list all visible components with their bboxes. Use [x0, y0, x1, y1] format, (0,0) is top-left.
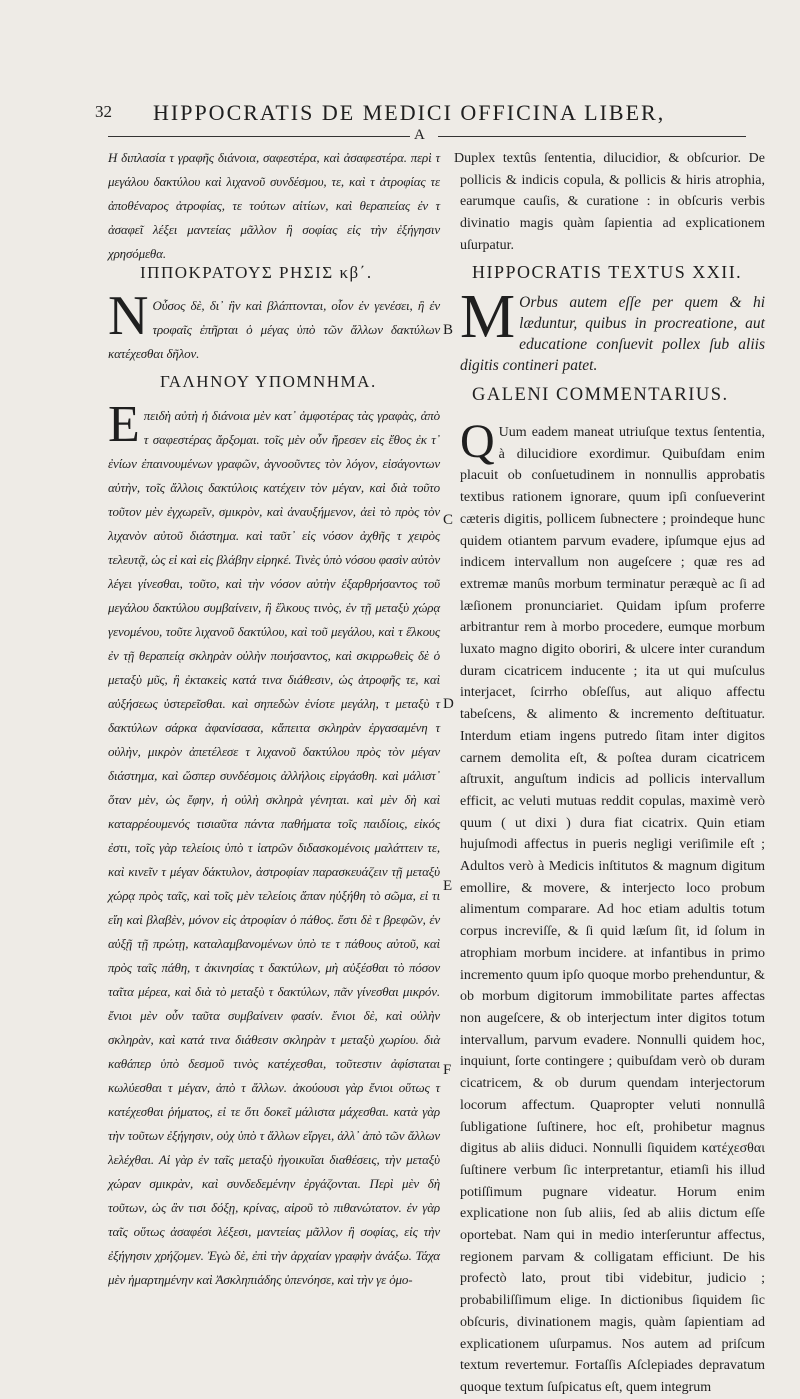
latin-text-dropcap: M: [460, 283, 516, 351]
greek-commentary-dropcap: Ε: [108, 396, 140, 453]
latin-commentary-dropcap: Q: [460, 415, 495, 468]
greek-commentary-body: πειδὴ αὐτὴ ἡ διάνοια μὲν κατ᾽ ἀμφοτέρας τὰς γραφὰς, ἀπὸ τ σαφεστέρας ἄρξομαι. τοῖς μὲν οὖν ἤρεσεν εἰς ἔθος ἐκ τ᾽ ἐνίων ἐπαινουμένων γραφῶν, ἀγνοοῦντες τὸν λόγον, εἰσάγοντων αὐτὴν, τοῖς ἄλλοις δακτύλοις κατέχειν τὸν μέγαν, καὶ διὰ τοῦτο τοῦτον μὲν ἐγχωρεῖν, σμικρὸν, καὶ ἀναυξήμενον, ἀεὶ τὸ πρὸς τὸν λιχανὸν αὐτοῦ διάστημα. καὶ ταῦτ᾽ εἰς νόσον ἀχθῆς τ χειρὸς τελευτᾷ, ὡς εἰ καὶ εἰς βλάβην εἰρηκέ. Τινὲς ὑπὸ νόσου φασὶν αὐτὸν λέγει γίνεσθαι, τοῦτο, καὶ τὴν νόσον αὐτὴν ἐξαρθρήσαντος τοῦ μεγάλου δακτύλου συμβαίνειν, ἢ ἕλκους τινὸς, ἐν τῇ μεταξὺ χώρᾳ γενομένου, τοῦτε λιχανοῦ δακτύλου, καὶ τοῦ μεγάλου, καὶ τ ἕλκους ἐν τῇ θεραπείᾳ σκληρὰν οὐλὴν ποιήσαντος, καὶ σκιρρωθεὶς δὲ ὁ μεταξὺ μῦς, ἢ ἐκτακεὶς κατά τινα διάθεσιν, ὡς ἀτροφῆς τε, καὶ αὐξήσεως ὑστερεῖσθαι. καὶ σηπεδὼν ἐνίοτε μεγάλη, τ μεταξὺ τ δακτύλων σάρκα ἀφανίσασα, κἄπειτα σκληρὰν ἐργασαμένη τ οὐλὴν, μικρὸν ἀπετέλεσε τ λιχανοῦ δακτύλου πρὸς τὸν μέγαν διάστημα, καὶ ὥσπερ συνδέσμοις ἀλλήλοις εἰργάσθη. καὶ μάλιστ᾽ ὅταν μὲν, ὡς ἔφην, ἡ οὐλὴ σκληρὰ γένηται. καὶ μὲν δὴ καὶ καταρρέουμενός τισιαῦτα πάντα παθήματα τοῖς παιδίοις, εἰκός ἐστι, τοῖς γὰρ τελείοις ὑπὸ τ ἰατρῶν διδασκομένοις μαλάττειν τε, καὶ κινεῖν τ μέγαν δάκτυλον, ἀστροφίαν παρασκευάζειν τῇ μεταξὺ χώρᾳ πρὸς ταῖς, καὶ τοῖς μὲν τελείοις ἅπαν ηὐξήθη τὸ σῶμα, εἰ τι εἴη καὶ βλαβὲν, μόνον εἰς ἀτροφίαν ὁ πάθος. ἔστι δὲ τ βρεφῶν, ἐν αὐξῇ τῇ πρώτῃ, καταλαμβανομένων ὑπὸ τε τ πάθους αὐτοῦ, καὶ πρὸς ταῖς πάθη, τ ἀκινησίας τ δακτύλων, μὴ αὐξέσθαι τὸ πόσον ταῖτα μέρεα, καὶ διὰ τὸ μεταξὺ τ δακτύλων, πᾶν γίνεσθαι μικρόν. ἔνιοι μὲν οὖν ταῦτα συμβαίνειν φασίν. ἔνιοι δὲ, καὶ οὐλὴν σκληρὰν, καὶ κατά τινα διάθεσιν σκληρὰν τ μεταξὺ χωρίου. διὰ καθάπερ ὑπὸ δεσμοῦ τινὸς κατέχεσθαι, τοῦτεστιν ἀφίσταται κωλύεσθαι τ μέγαν, ἀπὸ τ ἄλλων. ἀκούουσι γὰρ ἔνιοι οὕτως τ κατέχεσθαι ῥήματος, εἰ τε ὅτι δοκεῖ μάλιστα μάχεσθαι. κατὰ γὰρ τὴν τοῦτων ἐξήγησιν, οὐχ ὑπὸ τ ἄλλων εἴργει, ἀλλ᾽ ἀπὸ τῶν ἄλλων λελέχθαι. Αἱ γὰρ ἐν ταῖς μεταξὺ ἠγοικυῖαι διαθέσεις, τὴν μεταξὺ χώραν σμικρὰν, καὶ συνδεδεμένην ἐργάζονται. Περὶ μὲν δὴ τοῦτων, ὡς ἂν τισι δόξῃ, κρίνας, αἱροῦ τὸ πιθανώτατον. ἐν γὰρ ταῖς οὕτως ἀσαφέσι λέξεσι, μαντείας μᾶλλον ἢ σοφίας, εἰς τὴν ἐξήγησιν χρήζομεν. Ἐγὼ δὲ, ἐπὶ τὴν ἀρχαίαν γραφὴν ἀνάξω. Τάχα μὲν ἡμαρτημένην καὶ Ἀσκληπιάδης ὑπενόησε, καὶ τὴν γε ὁμο-: [108, 408, 440, 1287]
page-header: [95, 100, 690, 128]
running-head: HIPPOCRATIS DE MEDICI OFFICINA LIBER,: [153, 100, 666, 125]
margin-letter-d: D: [443, 696, 454, 712]
greek-text-dropcap: Ν: [108, 285, 149, 347]
greek-commentary: [108, 396, 440, 1310]
header-rule-right: [438, 136, 746, 137]
greek-intro-text: Η διπλασία τ γραφῆς διάνοια, σαφεστέρα, καὶ ἀσαφεστέρα. περὶ τ μεγάλου δακτύλου καὶ λιχανοῦ συνδέσμου, τε, καὶ τ ἀτροφίας τε ἀποθέναρος ἀτροφίας, τε τούτων αἰτίων, καὶ θεραπείας ἐν τ ἀσαφεῖ λέξει μαντείας μᾶλλον ἢ σοφίας εἰς τὴν ἐξήγησιν χρησόμεθα.: [108, 150, 440, 261]
latin-intro: [454, 148, 765, 256]
margin-letter-a: A: [414, 127, 425, 143]
latin-text-body: Orbus autem eſſe per quem & hi læduntur, quibus in procreatione, aut educatione conſuevit pollex ſub aliis digitis contineri patet.: [460, 294, 765, 374]
margin-letter-b: B: [443, 322, 454, 338]
margin-letter-c: C: [443, 512, 454, 528]
margin-letter-f: F: [443, 1062, 452, 1078]
latin-commentary-body: Uum eadem maneat utriuſque textus ſententia, à dilucidiore exordimur. Quibuſdam enim placuit ob conſuetudinem in nonnullis approbatis textibus rationem ignorare, quum ipſi conſueverint cæteris digitis, pollicem ſubnectere ; proindeque hunc quidem otiantem parvum evadere, ipſumque ejus ad indicem intervallum non augeſcere ; quæ res ad extremæ manûs morbum terminatur peræquè ac ſi ad læſionem pronunciariet. Quidam ipſum proferre arbitrantur rem à morbo procedere, eumque morbum luxato magno digito oboriri, & ulcere inter curandum duram cicatricem inducente ; ita ut qui muſculus interjacet, ſcirrho obſeſſus, aut aliquo affectu tabeſcens, & alimento & incremento deſtituatur. Interdum etiam ingens putredo ſitam inter digitos carnem demolita eſt, & poſtea duram cicatricem aſtruxit, anguſtum indicis ad pollicis intervallum efficit, ac veluti mutuas reddit copulas, maximè verò quum ( ut dixi ) dura fiat cicatrix. Quin etiam hujuſmodi affectus in pueris negligi veriſimile eſt ; Adultos verò à Medicis inſtitutos & magnum digitum emollire, & movere, & interjecto loco probum alimentum comparare. Ad hoc etiam adultis totum corpus increviſſe, & ſi quid læſum ſit, id ſolum in atrophiam morbum incidere. at infantibus in primo incremento quum ipſo quoque morbo prehenduntur, & ob morbum digitorum immobilitate partes affectas non augeſcere, & ob interjectum inter digitos totum intervallum, parvum evadere. Nonnulli quidem hoc, inquiunt, ſorte contingere ; quibuſdam verò ob duram cicatricem, & ob durum quendam interjectorum locorum affectum. Quapropter veluti nonnullâ ſubligatione ſuſtinere, hoc eſt, prohibetur magnus digitus ab aliis diduci. Nonnulli ſiquidem κατέχεσθαι ſuſtinere verbum ſic interpretantur, etiamſi his illud potiſſimum pugnare videatur. Horum enim explicatione non ſub aliis, ſed ab aliis dictum eſſe oportebat. Nam qui in medio interſeruntur affectus, regionem parvam & colligatam efficiunt. De his profectò lato, prout tibi videbitur, judicio ; probabiliſſimum elige. In dictionibus ſiquidem ſic obſcuris, divinationem magis, quàm ſapientiam ad explicationem uſurpamus. Nos autem ad priſcum textum revertemur. Fortaſſis Aſclepiades depravatum quoque textum ſuſpicatus eſt, quem integrum: [460, 425, 765, 1395]
greek-text: [108, 285, 440, 361]
latin-intro-text: Duplex textûs ſententia, dilucidior, & obſcurior. De pollicis & indicis copula, & pollicis & hiris atrophia, earumque cauſis, & curatione : in obſcuris verbis divinatio magis quàm ſapientia ad explicationem uſurpatur.: [454, 151, 765, 253]
page-number: 32: [95, 102, 112, 121]
greek-text-body: Οὖσος δὲ, δι᾽ ἣν καὶ βλάπτονται, οἷον ἐν γενέσει, ἢ ἐν τροφαῖς ἐπῆρται ὁ μέγας ὑπὸ τῶν ἄλλων δακτύλων κατέχεσθαι δῆλον.: [108, 298, 440, 361]
latin-commentary: [460, 415, 765, 1395]
latin-commentary-heading: GALENI COMMENTARIUS.: [472, 385, 729, 405]
latin-text: [460, 283, 765, 376]
header-rule-left: [108, 136, 410, 137]
latin-text-heading: HIPPOCRATIS TEXTUS XXII.: [472, 262, 743, 282]
greek-text-heading: ΙΠΠΟΚΡΑΤΟΥΣ ΡΗΣΙΣ κβ΄.: [140, 263, 373, 282]
margin-letter-e: E: [443, 878, 453, 894]
greek-intro: [108, 146, 440, 261]
greek-commentary-heading: ΓΑΛΗΝΟΥ ΥΠΟΜΝΗΜΑ.: [160, 372, 377, 391]
